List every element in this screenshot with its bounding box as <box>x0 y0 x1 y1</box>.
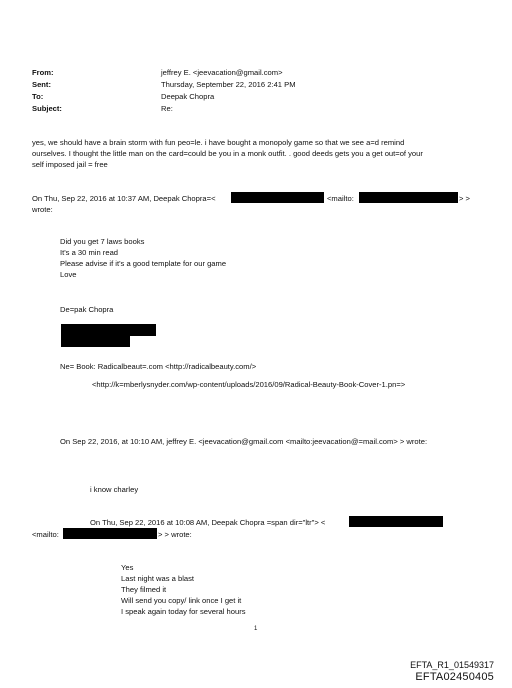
je-reply: i know charley <box>90 485 139 494</box>
final-line-1: Yes <box>121 563 134 572</box>
reply-line-1: yes, we should have a brain storm with fun peo=le. i have bought a monopoly game so that we see a=d remind <box>32 138 405 147</box>
dc-line-2: It's a 30 min read <box>60 248 119 257</box>
sent-label: Sent: <box>32 80 51 89</box>
quote1-wrote: wrote: <box>32 205 53 214</box>
final-line-5: I speak again today for several hours <box>121 607 246 616</box>
quote2-header: On Sep 22, 2016, at 10:10 AM, jeffrey E. <jeevacation@gmail.com <mailto:jeevacation@=mail.com> > wrote: <box>60 437 428 446</box>
reply-line-3: self imposed jail = free <box>32 160 108 169</box>
from-label: From: <box>32 68 54 77</box>
redaction-bar <box>61 324 156 336</box>
final-line-4: Will send you copy/ link once I get it <box>121 596 242 605</box>
to-value: Deepak Chopra <box>161 92 215 101</box>
dc-book-line: Ne= Book: Radicalbeaut=.com <http://radicalbeauty.com/> <box>60 362 257 371</box>
redaction-bar <box>349 516 443 527</box>
from-value: jeffrey E. <jeevacation@gmail.com> <box>161 68 283 77</box>
quote3-end: > > wrote: <box>158 530 192 539</box>
bates-number-2: EFTA02450405 <box>415 671 494 683</box>
final-line-3: They filmed it <box>121 585 167 594</box>
quote1-header: On Thu, Sep 22, 2016 at 10:37 AM, Deepak Chopra=< <box>32 194 216 203</box>
dc-line-3: Please advise if it's a good template for our game <box>60 259 227 268</box>
dc-book-url: <http://k=mberlysnyder.com/wp-content/uploads/2016/09/Radical-Beauty-Book-Cover-1.pn=> <box>92 380 406 389</box>
redaction-bar <box>63 528 157 539</box>
quote3-mailto: <mailto: <box>32 530 59 539</box>
dc-line-4: Love <box>60 270 77 279</box>
redaction-bar <box>61 336 130 347</box>
dc-line-1: Did you get 7 laws books <box>60 237 145 246</box>
subject-label: Subject: <box>32 104 62 113</box>
quote1-end: > > <box>459 194 470 203</box>
sent-value: Thursday, September 22, 2016 2:41 PM <box>161 80 296 89</box>
to-label: To: <box>32 92 44 101</box>
subject-value: Re: <box>161 104 173 113</box>
bates-number-1: EFTA_R1_01549317 <box>410 660 494 670</box>
dc-signature: De=pak Chopra <box>60 305 114 314</box>
redaction-bar <box>359 192 458 203</box>
redaction-bar <box>231 192 324 203</box>
quote1-mailto: <mailto: <box>327 194 354 203</box>
reply-line-2: ourselves. I thought the little man on the card=could be you in a monk outfit. . good deeds gets you a get out=of your <box>32 149 423 158</box>
page-number: 1 <box>254 626 258 632</box>
final-line-2: Last night was a blast <box>121 574 195 583</box>
quote3-header: On Thu, Sep 22, 2016 at 10:08 AM, Deepak Chopra =span dir="ltr"> < <box>90 518 326 527</box>
